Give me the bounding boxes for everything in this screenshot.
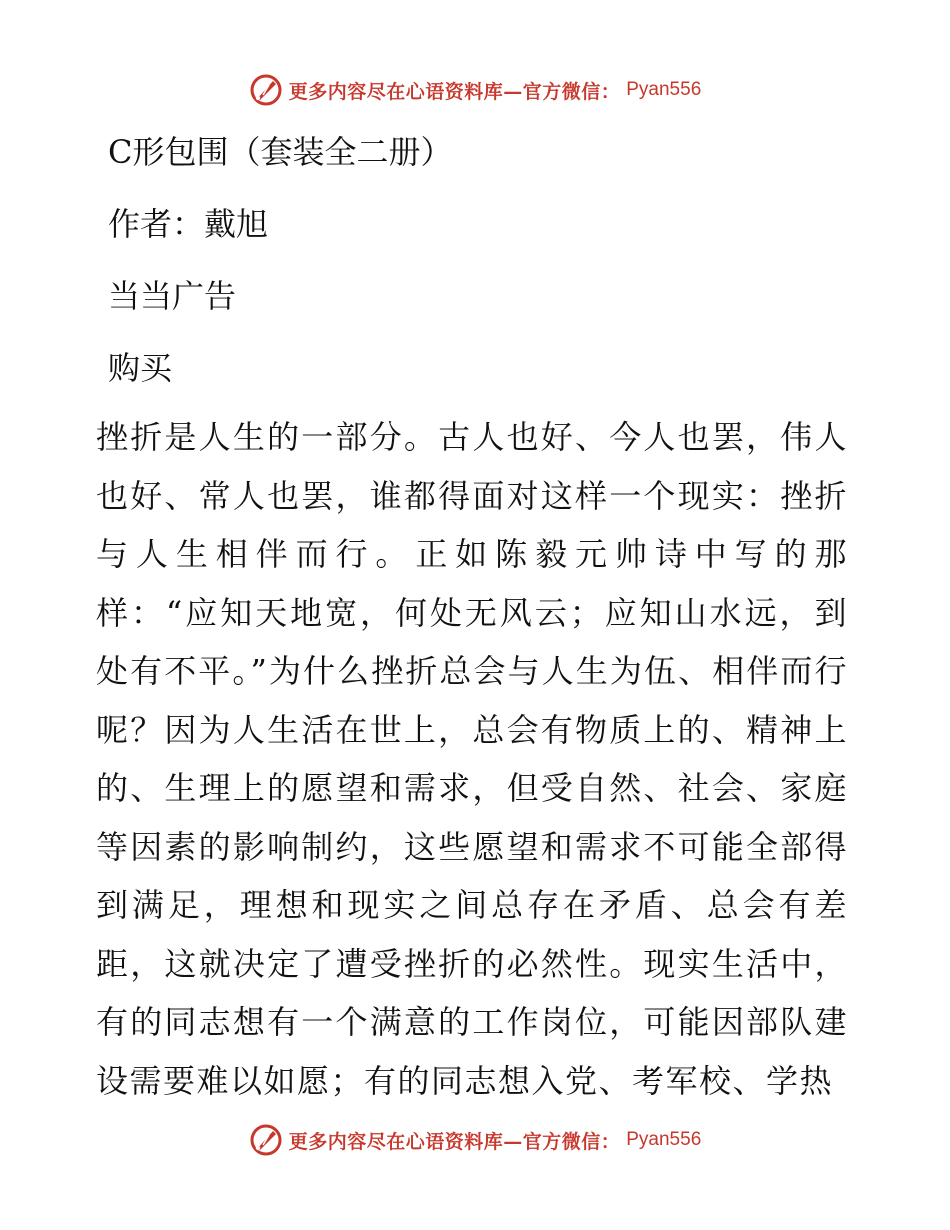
banner-text: 更多内容尽在心语资料库—官方微信：	[288, 80, 621, 103]
banner-wechat-id: Pyan556	[626, 79, 702, 100]
book-title: C形包围（套装全二册）	[108, 133, 453, 171]
feather-pen-logo-icon	[249, 73, 283, 107]
body-paragraph: 挫折是人生的一部分。古人也好、今人也罢，伟人也好、常人也罢，谁都得面对这样一个现实：挫折与人生相伴而行。正如陈毅元帅诗中写的那样：“应知天地宽，何处无风云；应知山水远，到处有不平。”为什么挫折总会与人生为伍、相伴而行呢？因为人生活在世上，总会有物质上的、精神上的、生理上的愿望和需求，但受自然、社会、家庭等因素的影响制约，这些愿望和需求不可能全部得到满足，理想和现实之间总存在矛盾、总会有差距，这就决定了遭受挫折的必然性。现实生活中，有的同志想有一个满意的工作岗位，可能因部队建设需要难以如愿；有的同志想入党、考军校、学热	[96, 418, 848, 1100]
banner-text: 更多内容尽在心语资料库—官方微信：	[288, 1130, 621, 1153]
document-body	[96, 116, 856, 1110]
book-author: 作者：戴旭	[108, 205, 269, 243]
buy-label: 购买	[108, 349, 173, 387]
header-watermark-banner	[0, 68, 950, 112]
ad-label: 当当广告	[108, 277, 237, 315]
feather-pen-logo-icon	[249, 1123, 283, 1157]
footer-watermark-banner	[0, 1118, 950, 1162]
banner-wechat-id: Pyan556	[626, 1129, 702, 1150]
